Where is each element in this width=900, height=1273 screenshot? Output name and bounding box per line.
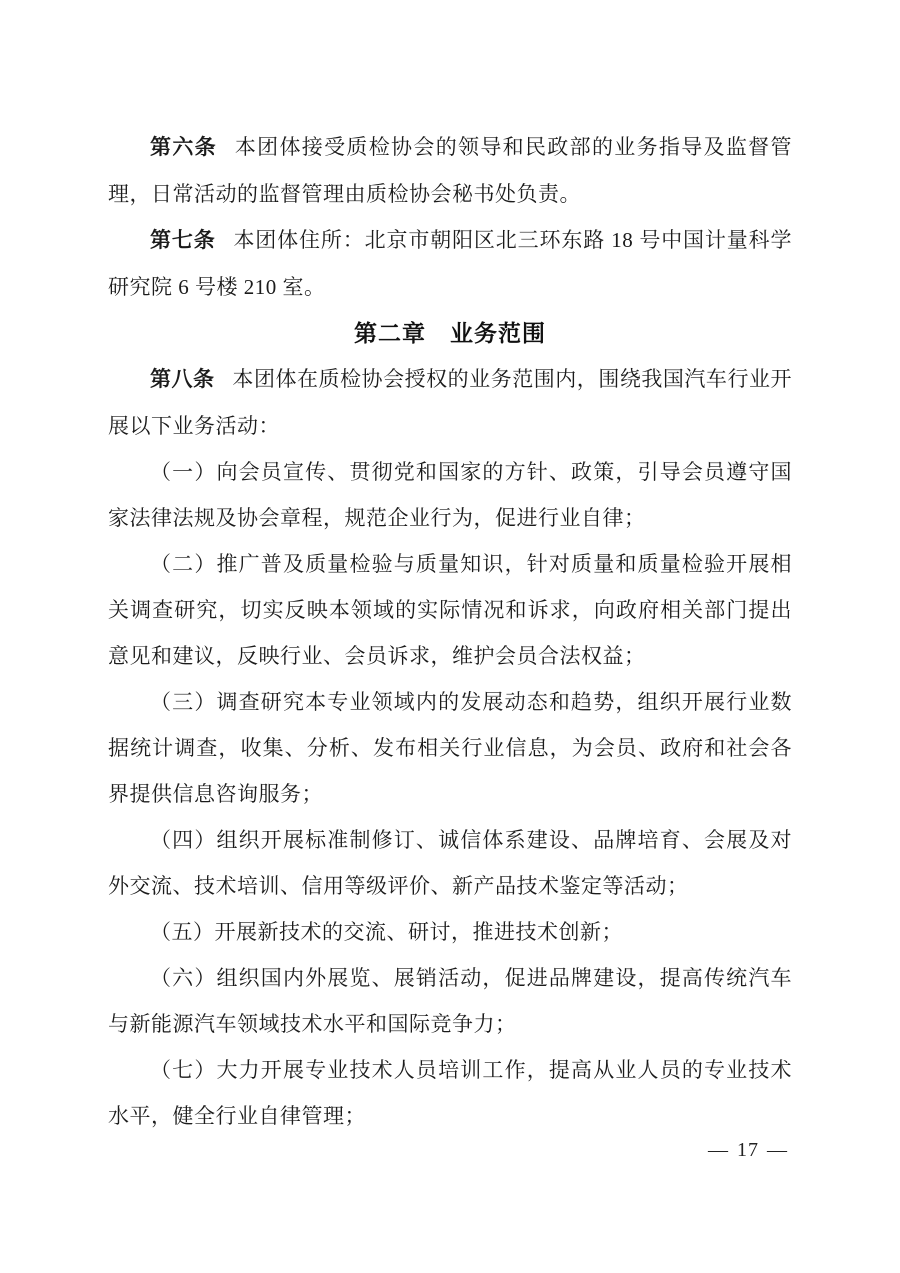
business-item-6: （六）组织国内外展览、展销活动，促进品牌建设，提高传统汽车与新能源汽车领域技术水平和国际竞争力； <box>108 966 792 1036</box>
business-item-1: （一）向会员宣传、贯彻党和国家的方针、政策，引导会员遵守国家法律法规及协会章程，规范企业行为，促进行业自律； <box>108 460 792 530</box>
page-footer <box>704 1136 792 1164</box>
article-6-text: 本团体接受质检协会的领导和民政部的业务指导及监督管理，日常活动的监督管理由质检协会秘书处负责。 <box>108 135 793 206</box>
business-item-7: （七）大力开展专业技术人员培训工作，提高从业人员的专业技术水平，健全行业自律管理； <box>108 1058 792 1128</box>
article-7-paragraph <box>108 217 792 310</box>
footer-dash-right: — <box>767 1139 788 1161</box>
footer-dash-left: — <box>708 1139 729 1161</box>
article-8-paragraph <box>108 356 792 449</box>
chapter-2-heading: 第二章 业务范围 <box>354 320 546 346</box>
page-number: 17 <box>737 1139 759 1161</box>
business-item-2: （二）推广普及质量检验与质量知识，针对质量和质量检验开展相关调查研究，切实反映本领域的实际情况和诉求，向政府相关部门提出意见和建议，反映行业、会员诉求，维护会员合法权益； <box>108 552 792 668</box>
article-6-paragraph <box>108 124 792 217</box>
article-6-number: 第六条 <box>150 136 217 159</box>
article-8-text: 本团体在质检协会授权的业务范围内，围绕我国汽车行业开展以下业务活动： <box>108 367 793 438</box>
article-7-text: 本团体住所：北京市朝阳区北三环东路 18 号中国计量科学研究院 6 号楼 210 室。 <box>108 228 793 299</box>
business-item-5: （五）开展新技术的交流、研讨，推进技术创新； <box>150 920 623 944</box>
article-7-number: 第七条 <box>150 229 216 252</box>
business-item-4: （四）组织开展标准制修订、诚信体系建设、品牌培育、会展及对外交流、技术培训、信用等级评价、新产品技术鉴定等活动； <box>108 828 792 898</box>
article-8-number: 第八条 <box>150 368 215 391</box>
document-body <box>108 124 792 1139</box>
business-item-3: （三）调查研究本专业领域内的发展动态和趋势，组织开展行业数据统计调查，收集、分析、发布相关行业信息，为会员、政府和社会各界提供信息咨询服务； <box>108 690 792 806</box>
